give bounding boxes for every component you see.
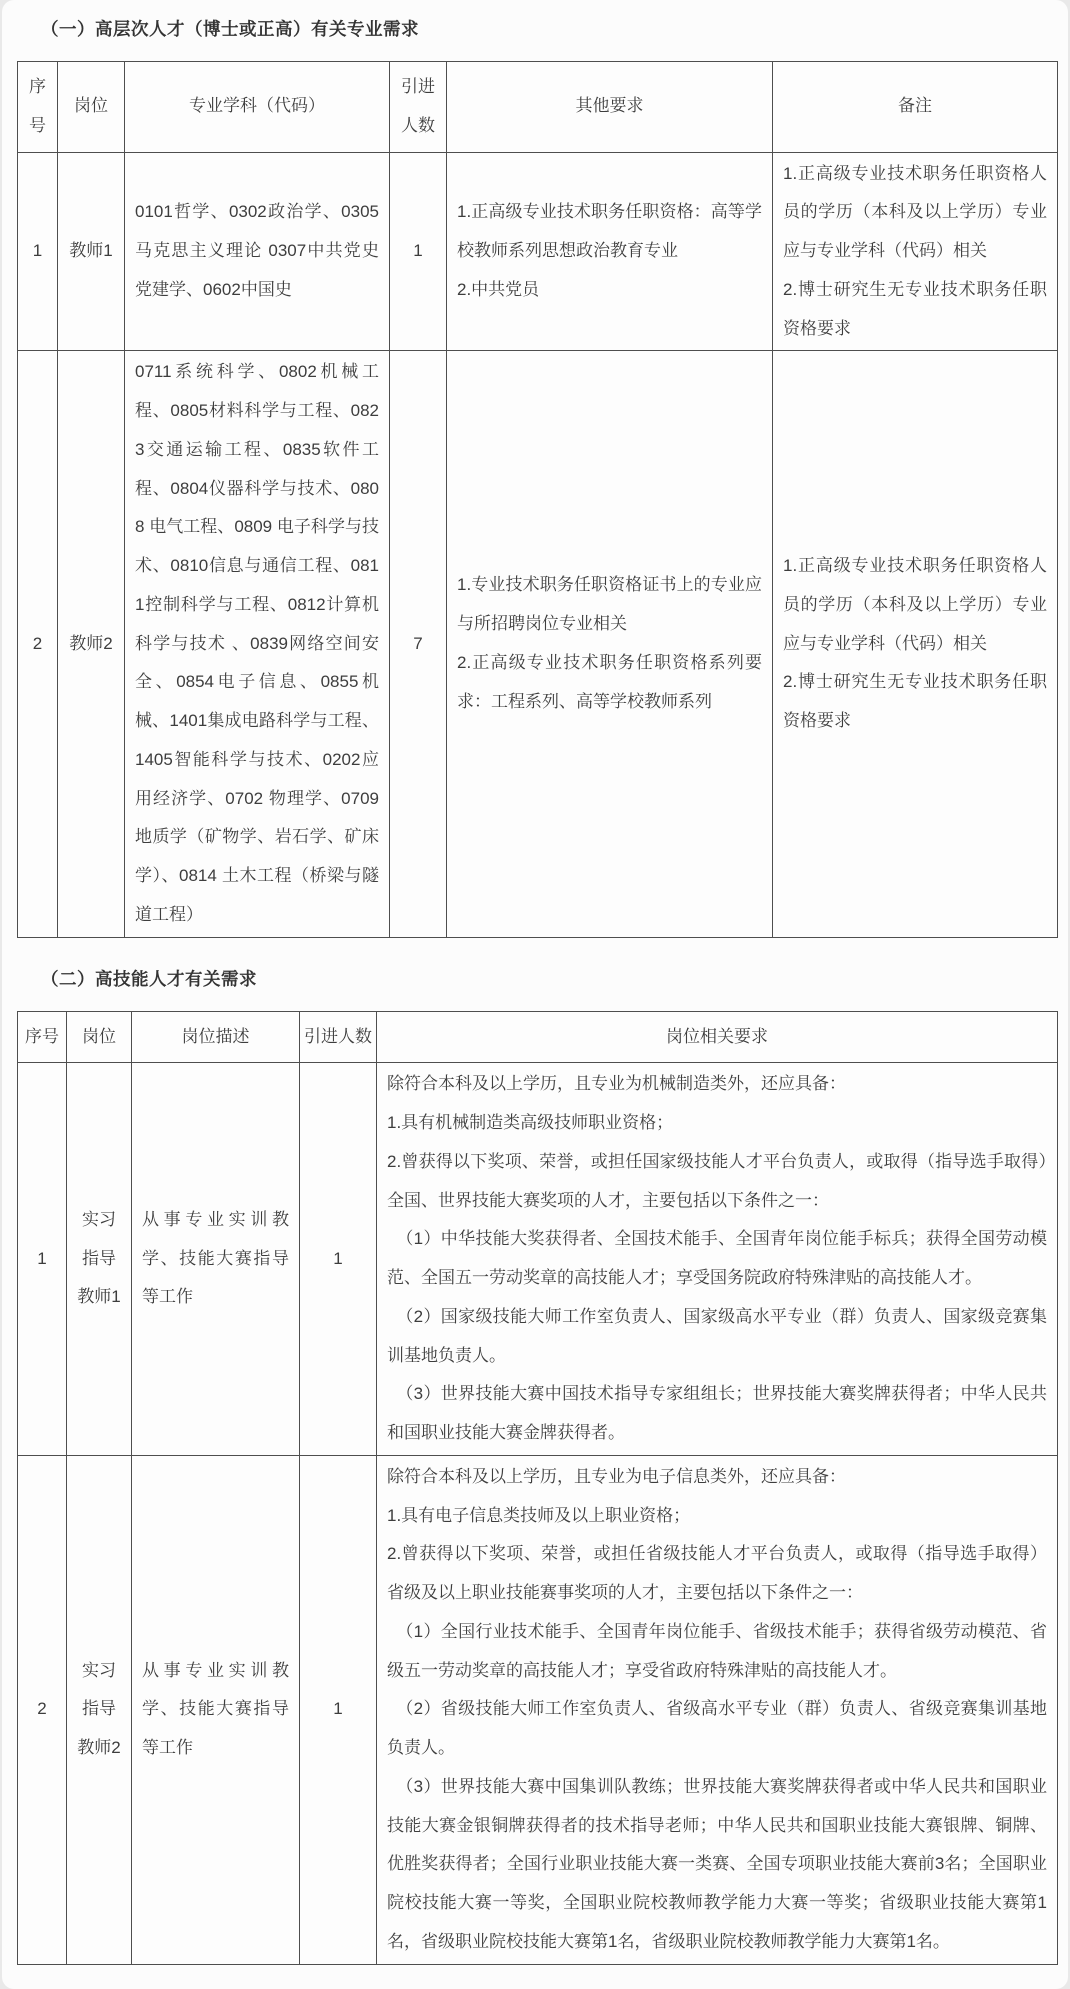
cell-seq: 1 [18,152,58,351]
cell-post: 教师1 [58,152,125,351]
cell-paragraph: （1）中华技能大奖获得者、全国技术能手、全国青年岗位能手标兵；获得全国劳动模范、全国五一劳动奖章的高技能人才；享受国务院政府特殊津贴的高技能人才。 [387,1229,1047,1287]
cell-count: 1 [300,1455,377,1964]
cell-seq: 2 [18,351,58,937]
cell-post: 实习指导教师2 [67,1455,132,1964]
cell-paragraph: 2.博士研究生无专业技术职务任职资格要求 [783,279,1047,338]
cell-remark [773,152,1058,351]
cell-majors: 0101哲学、0302政治学、0305马克思主义理论 0307中共党史党建学、0602中国史 [125,152,390,351]
cell-paragraph: 1.专业技术职务任职资格证书上的专业应与所招聘岗位专业相关 [457,575,762,634]
cell-paragraph: 1.具有机械制造类高级技师职业资格； [387,1113,674,1132]
cell-paragraph: 2.博士研究生无专业技术职务任职资格要求 [783,672,1047,730]
cell-post-requirements [377,1455,1058,1964]
table1-header-seq: 序号 [18,62,58,153]
cell-seq: 2 [18,1455,67,1964]
table1-header-majors: 专业学科（代码） [125,62,390,153]
cell-other-requirements [447,351,773,937]
cell-paragraph: 1.正高级专业技术职务任职资格人员的学历（本科及以上学历）专业应与专业学科（代码）相关 [783,556,1047,653]
cell-count: 1 [390,152,447,351]
high-level-talent-table [17,61,1058,938]
section2-title: （二）高技能人才有关需求 [41,968,257,989]
cell-paragraph: （1）全国行业技术能手、全国青年岗位能手、省级技术能手；获得省级劳动模范、省级五一劳动奖章的高技能人才；享受省政府特殊津贴的高技能人才。 [387,1621,1047,1680]
table1-header-post: 岗位 [58,62,125,153]
cell-post: 教师2 [58,351,125,937]
high-skill-talent-table [17,1011,1058,1965]
cell-paragraph: 除符合本科及以上学历，且专业为电子信息类外，还应具备： [387,1466,846,1486]
table1-header-other: 其他要求 [447,62,773,153]
table2-row [18,1455,1058,1964]
cell-other-requirements [447,152,773,351]
cell-remark [773,351,1058,937]
cell-post-description: 从事专业实训教学、技能大赛指导等工作 [132,1063,300,1456]
table1-header-remark: 备注 [773,62,1058,153]
cell-paragraph: 2.曾获得以下奖项、荣誉，或担任省级技能人才平台负责人，或取得（指导选手取得）省级及以上职业技能赛事奖项的人才，主要包括以下条件之一： [387,1544,1047,1602]
cell-seq: 1 [18,1063,67,1456]
cell-post: 实习指导教师1 [67,1063,132,1456]
cell-paragraph: 1.具有电子信息类技师及以上职业资格； [387,1505,691,1525]
table2-header-row [18,1011,1058,1063]
page-card [2,0,1068,1989]
cell-paragraph: （2）国家级技能大师工作室负责人、国家级高水平专业（群）负责人、国家级竞赛集训基地负责人。 [387,1306,1047,1365]
table1-row [18,152,1058,351]
cell-paragraph: 2.曾获得以下奖项、荣誉，或担任国家级技能人才平台负责人，或取得（指导选手取得）全国、世界技能大赛奖项的人才，主要包括以下条件之一： [387,1151,1047,1210]
table2-header-req: 岗位相关要求 [377,1011,1058,1063]
cell-count: 1 [300,1063,377,1456]
table2-row [18,1063,1058,1456]
table1-row [18,351,1058,937]
cell-paragraph: 除符合本科及以上学历，且专业为机械制造类外，还应具备： [387,1074,846,1094]
cell-paragraph: （3）世界技能大赛中国技术指导专家组组长；世界技能大赛奖牌获得者；中华人民共和国职业技能大赛金牌获得者。 [387,1384,1047,1442]
table2-header-count: 引进人数 [300,1011,377,1063]
cell-post-requirements [377,1063,1058,1456]
cell-majors: 0711系统科学、0802机械工程、0805材料科学与工程、0823交通运输工程、0835软件工程、0804仪器科学与技术、0808 电气工程、0809 电子科学与技术、0810信息与通信工程、0811控制科学与工程、0812计算机科学与技术 、0839网络空间安全、0854电子信息、0855机械、1401集成电路科学与工程、1405智能科学与技术、0202应用经济学、0702 物理学、0709 地质学（矿物学、岩石学、矿床学）、0814 土木工程（桥梁与隧道工程） [125,351,390,937]
cell-post-description: 从事专业实训教学、技能大赛指导等工作 [132,1455,300,1964]
cell-paragraph: （2）省级技能大师工作室负责人、省级高水平专业（群）负责人、省级竞赛集训基地负责人。 [387,1699,1047,1757]
table2-header-desc: 岗位描述 [132,1011,300,1063]
cell-paragraph: 1.正高级专业技术职务任职资格人员的学历（本科及以上学历）专业应与专业学科（代码）相关 [783,163,1047,260]
section1-title: （一）高层次人才（博士或正高）有关专业需求 [41,19,419,39]
table2-header-seq: 序号 [18,1011,67,1063]
table1-header-row [18,62,1058,153]
cell-paragraph: 2.正高级专业技术职务任职资格系列要求：工程系列、高等学校教师系列 [457,652,762,711]
cell-paragraph: 1.正高级专业技术职务任职资格：高等学校教师系列思想政治教育专业 [457,202,762,260]
cell-paragraph: 2.中共党员 [457,279,540,299]
table2-header-post: 岗位 [67,1011,132,1063]
cell-count: 7 [390,351,447,937]
cell-paragraph: （3）世界技能大赛中国集训队教练；世界技能大赛奖牌获得者或中华人民共和国职业技能大赛金银铜牌获得者的技术指导老师；中华人民共和国职业技能大赛银牌、铜牌、优胜奖获得者；全国行业职业技能大赛一类赛、全国专项职业技能大赛前3名；全国职业院校技能大赛一等奖，全国职业院校教师教学能力大赛一等奖；省级职业技能大赛第1名，省级职业院校技能大赛第1名，省级职业院校教师教学能力大赛第1名。 [387,1776,1047,1951]
table1-header-count: 引进人数 [390,62,447,153]
